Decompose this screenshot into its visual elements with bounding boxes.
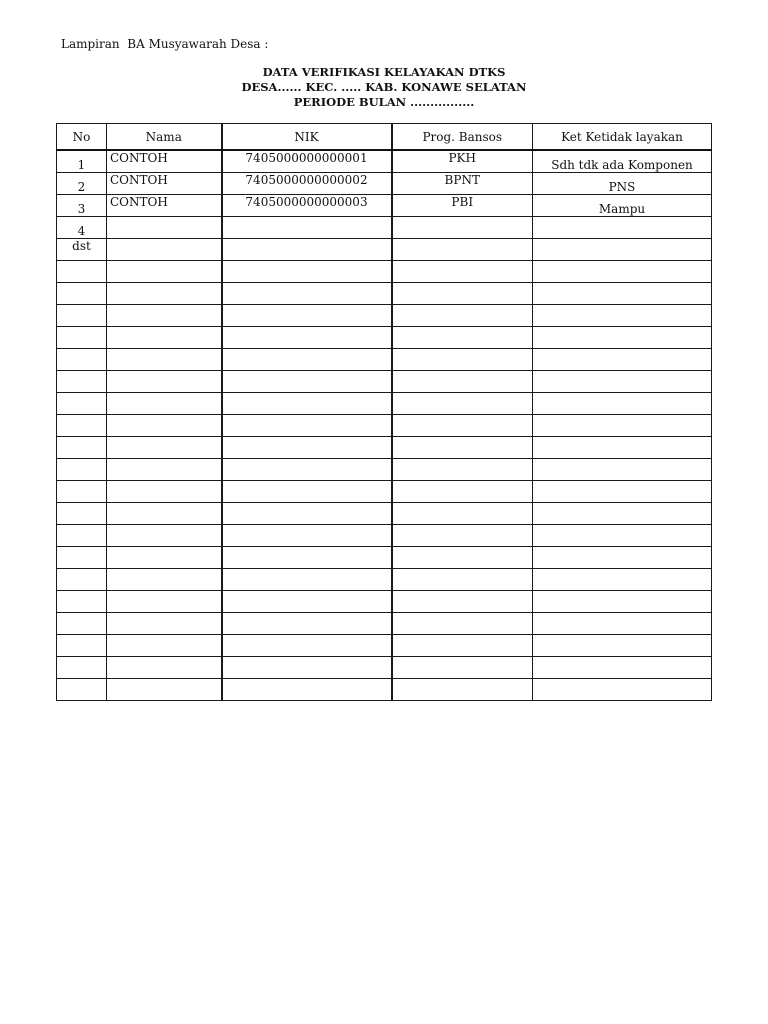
- column-header-no: No: [57, 124, 107, 151]
- title-line-1: DATA VERIFIKASI KELAYAKAN DTKS: [262, 65, 506, 79]
- cell-no: [57, 569, 107, 591]
- cell-no: 1: [57, 150, 107, 173]
- cell-nik: [222, 327, 392, 349]
- table-row: [57, 459, 712, 481]
- cell-no: 3: [57, 195, 107, 217]
- cell-no: [57, 679, 107, 701]
- cell-nik: 7405000000000003: [222, 195, 392, 217]
- cell-no: [57, 547, 107, 569]
- cell-ket: PNS: [533, 173, 712, 195]
- table-row: [57, 393, 712, 415]
- cell-nik: [222, 459, 392, 481]
- cell-nik: [222, 415, 392, 437]
- cell-prog-bansos: [392, 613, 533, 635]
- table-row: [57, 437, 712, 459]
- cell-no: [57, 437, 107, 459]
- cell-nik: [222, 393, 392, 415]
- cell-ket: [533, 415, 712, 437]
- cell-ket: [533, 547, 712, 569]
- cell-nama: [107, 547, 222, 569]
- cell-nama: CONTOH: [107, 150, 222, 173]
- cell-ket: [533, 657, 712, 679]
- cell-nama: [107, 305, 222, 327]
- cell-nik: 7405000000000001: [222, 150, 392, 173]
- cell-nama: [107, 591, 222, 613]
- cell-nik: [222, 569, 392, 591]
- cell-no: 2: [57, 173, 107, 195]
- cell-nama: [107, 371, 222, 393]
- document-title: [0, 65, 768, 110]
- cell-prog-bansos: [392, 393, 533, 415]
- column-header-prog-bansos: Prog. Bansos: [392, 124, 533, 151]
- cell-nik: [222, 613, 392, 635]
- cell-prog-bansos: [392, 547, 533, 569]
- cell-nama: [107, 481, 222, 503]
- cell-nik: [222, 657, 392, 679]
- cell-no: [57, 371, 107, 393]
- cell-prog-bansos: [392, 415, 533, 437]
- attachment-label: Lampiran BA Musyawarah Desa :: [61, 37, 269, 51]
- cell-ket: [533, 217, 712, 239]
- cell-nama: [107, 283, 222, 305]
- cell-prog-bansos: [392, 459, 533, 481]
- cell-ket: [533, 569, 712, 591]
- cell-prog-bansos: [392, 327, 533, 349]
- cell-nik: [222, 349, 392, 371]
- cell-no: 4: [57, 217, 107, 239]
- cell-no: [57, 481, 107, 503]
- cell-no: [57, 261, 107, 283]
- cell-nama: [107, 239, 222, 261]
- cell-prog-bansos: [392, 261, 533, 283]
- table-row: [57, 371, 712, 393]
- cell-nama: [107, 679, 222, 701]
- cell-nik: [222, 261, 392, 283]
- cell-ket: Mampu: [533, 195, 712, 217]
- cell-ket: [533, 305, 712, 327]
- cell-nik: [222, 305, 392, 327]
- table-row: [57, 150, 712, 173]
- table-row: [57, 547, 712, 569]
- cell-prog-bansos: PKH: [392, 150, 533, 173]
- cell-nama: [107, 569, 222, 591]
- cell-nik: [222, 217, 392, 239]
- cell-ket: [533, 327, 712, 349]
- cell-nama: [107, 613, 222, 635]
- cell-no: [57, 591, 107, 613]
- cell-nik: [222, 635, 392, 657]
- table-row: [57, 635, 712, 657]
- cell-ket: [533, 591, 712, 613]
- cell-ket: Sdh tdk ada Komponen: [533, 150, 712, 173]
- cell-nama: [107, 635, 222, 657]
- cell-ket: [533, 239, 712, 261]
- cell-nama: [107, 393, 222, 415]
- cell-ket: [533, 437, 712, 459]
- cell-prog-bansos: [392, 635, 533, 657]
- cell-nama: CONTOH: [107, 173, 222, 195]
- cell-nama: [107, 261, 222, 283]
- cell-nama: [107, 217, 222, 239]
- cell-prog-bansos: [392, 217, 533, 239]
- cell-nik: [222, 591, 392, 613]
- cell-ket: [533, 371, 712, 393]
- table-row: [57, 195, 712, 217]
- cell-ket: [533, 283, 712, 305]
- column-header-ket: Ket Ketidak layakan: [533, 124, 712, 151]
- table-row: [57, 173, 712, 195]
- table-row: [57, 525, 712, 547]
- cell-prog-bansos: [392, 239, 533, 261]
- table-row: [57, 349, 712, 371]
- table-row: [57, 657, 712, 679]
- cell-ket: [533, 393, 712, 415]
- cell-prog-bansos: [392, 349, 533, 371]
- cell-nik: [222, 481, 392, 503]
- cell-no: [57, 349, 107, 371]
- cell-ket: [533, 261, 712, 283]
- cell-nama: [107, 459, 222, 481]
- cell-no: dst: [57, 239, 107, 261]
- cell-no: [57, 327, 107, 349]
- cell-nik: [222, 283, 392, 305]
- cell-nik: 7405000000000002: [222, 173, 392, 195]
- cell-prog-bansos: [392, 657, 533, 679]
- column-header-nama: Nama: [107, 124, 222, 151]
- cell-no: [57, 459, 107, 481]
- cell-nama: [107, 349, 222, 371]
- cell-nik: [222, 525, 392, 547]
- cell-nama: [107, 657, 222, 679]
- table-row: [57, 415, 712, 437]
- table-row: [57, 327, 712, 349]
- table-row: [57, 261, 712, 283]
- cell-nik: [222, 371, 392, 393]
- cell-prog-bansos: [392, 503, 533, 525]
- cell-nik: [222, 239, 392, 261]
- cell-nik: [222, 437, 392, 459]
- cell-no: [57, 657, 107, 679]
- cell-no: [57, 613, 107, 635]
- table-row: [57, 591, 712, 613]
- column-header-nik: NIK: [222, 124, 392, 151]
- cell-ket: [533, 635, 712, 657]
- cell-no: [57, 525, 107, 547]
- cell-nama: [107, 437, 222, 459]
- table-row: [57, 283, 712, 305]
- table-body: [57, 150, 712, 701]
- cell-nik: [222, 503, 392, 525]
- cell-prog-bansos: PBI: [392, 195, 533, 217]
- table-row: [57, 305, 712, 327]
- cell-ket: [533, 459, 712, 481]
- cell-ket: [533, 481, 712, 503]
- cell-prog-bansos: [392, 437, 533, 459]
- table-row: [57, 613, 712, 635]
- cell-ket: [533, 613, 712, 635]
- table-row: [57, 239, 712, 261]
- cell-nama: [107, 525, 222, 547]
- cell-prog-bansos: [392, 525, 533, 547]
- cell-prog-bansos: [392, 679, 533, 701]
- table-row: [57, 569, 712, 591]
- cell-nama: [107, 503, 222, 525]
- table-row: [57, 481, 712, 503]
- title-line-2: DESA...... KEC. ..... KAB. KONAWE SELATAN: [241, 80, 527, 94]
- cell-ket: [533, 349, 712, 371]
- cell-no: [57, 503, 107, 525]
- cell-nik: [222, 547, 392, 569]
- cell-prog-bansos: [392, 481, 533, 503]
- cell-nama: [107, 327, 222, 349]
- cell-prog-bansos: [392, 305, 533, 327]
- table-row: [57, 503, 712, 525]
- cell-prog-bansos: BPNT: [392, 173, 533, 195]
- cell-no: [57, 305, 107, 327]
- cell-ket: [533, 525, 712, 547]
- cell-prog-bansos: [392, 591, 533, 613]
- cell-nama: CONTOH: [107, 195, 222, 217]
- table-row: [57, 679, 712, 701]
- cell-nama: [107, 415, 222, 437]
- cell-no: [57, 283, 107, 305]
- cell-ket: [533, 679, 712, 701]
- cell-prog-bansos: [392, 283, 533, 305]
- cell-no: [57, 635, 107, 657]
- cell-prog-bansos: [392, 569, 533, 591]
- table-header-row: [57, 124, 712, 151]
- title-line-3: PERIODE BULAN ................: [293, 95, 475, 109]
- cell-ket: [533, 503, 712, 525]
- cell-prog-bansos: [392, 371, 533, 393]
- cell-no: [57, 393, 107, 415]
- cell-no: [57, 415, 107, 437]
- cell-nik: [222, 679, 392, 701]
- table-row: [57, 217, 712, 239]
- verification-table: [56, 123, 712, 701]
